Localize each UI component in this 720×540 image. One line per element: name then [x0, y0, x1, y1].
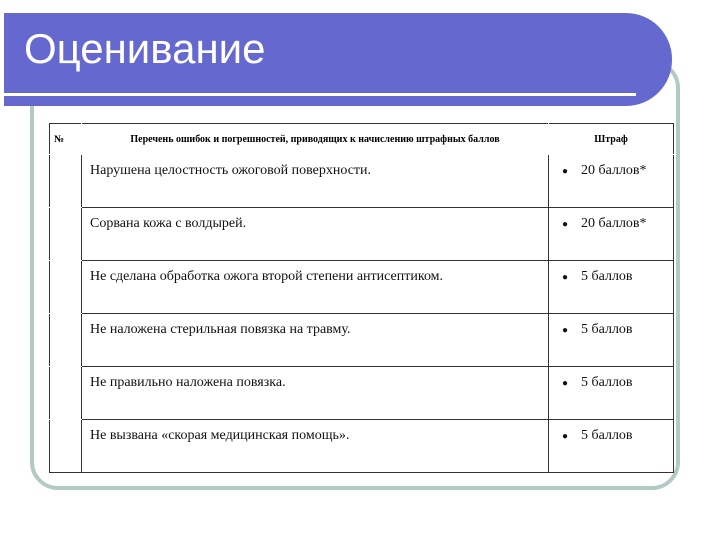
row-penalty-cell	[549, 367, 674, 420]
row-number	[50, 314, 82, 367]
row-penalty: 5 баллов	[581, 322, 633, 337]
table-row	[50, 367, 674, 420]
row-number	[50, 261, 82, 314]
row-error: Не наложена стерильная повязка на травму.	[82, 314, 549, 367]
row-error: Нарушена целостность ожоговой поверхности.	[82, 155, 549, 208]
row-penalty: 5 баллов	[581, 269, 633, 284]
header-number: №	[50, 124, 82, 155]
row-penalty: 5 баллов	[581, 428, 633, 443]
row-penalty: 20 баллов*	[581, 216, 647, 231]
table-row	[50, 155, 674, 208]
table-row	[50, 208, 674, 261]
title-underline	[4, 93, 636, 96]
row-error: Сорвана кожа с волдырей.	[82, 208, 549, 261]
table-header-row	[50, 124, 674, 155]
table-row	[50, 420, 674, 473]
grading-table	[49, 123, 674, 473]
header-errors: Перечень ошибок и погрешностей, приводящих к начислению штрафных баллов	[82, 124, 549, 155]
row-error: Не правильно наложена повязка.	[82, 367, 549, 420]
row-penalty-cell	[549, 208, 674, 261]
row-number	[50, 420, 82, 473]
row-error: Не вызвана «скорая медицинская помощь».	[82, 420, 549, 473]
bullet-icon: ●	[561, 166, 569, 177]
header-penalty: Штраф	[549, 124, 674, 155]
row-penalty-cell	[549, 261, 674, 314]
row-penalty-cell	[549, 314, 674, 367]
table-row	[50, 261, 674, 314]
row-penalty: 5 баллов	[581, 375, 633, 390]
bullet-icon: ●	[561, 431, 569, 442]
bullet-icon: ●	[561, 219, 569, 230]
bullet-icon: ●	[561, 272, 569, 283]
row-penalty-cell	[549, 420, 674, 473]
table-row	[50, 314, 674, 367]
bullet-icon: ●	[561, 325, 569, 336]
row-number	[50, 367, 82, 420]
row-error: Не сделана обработка ожога второй степени антисептиком.	[82, 261, 549, 314]
row-number	[50, 208, 82, 261]
row-penalty: 20 баллов*	[581, 163, 647, 178]
slide-title: Оценивание	[24, 25, 266, 72]
bullet-icon: ●	[561, 378, 569, 389]
row-penalty-cell	[549, 155, 674, 208]
row-number	[50, 155, 82, 208]
